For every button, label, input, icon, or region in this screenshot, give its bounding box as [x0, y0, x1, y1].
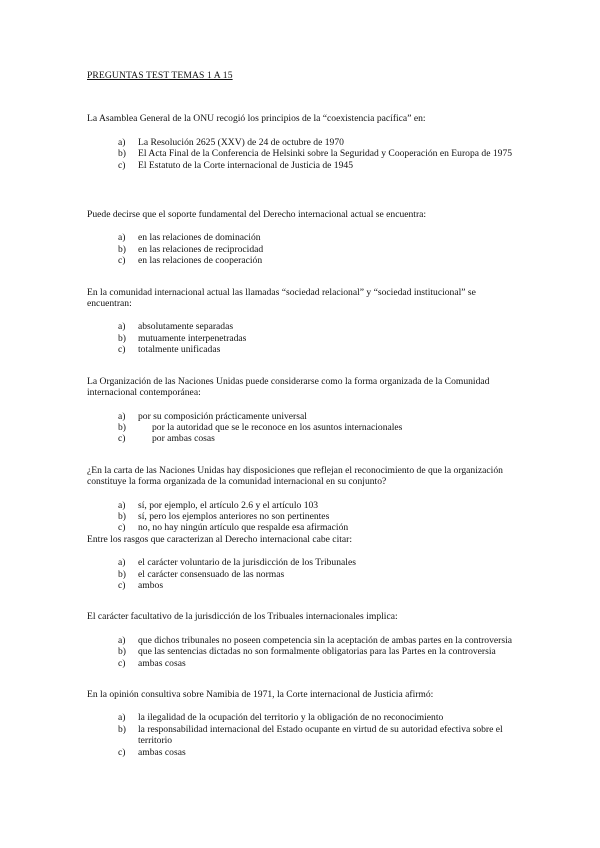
question-5: [87, 465, 517, 534]
option-list: [118, 411, 517, 445]
option-a: a) sí, por ejemplo, el artículo 2.6 y el artículo 103: [118, 499, 319, 511]
option-a: a) absolutamente separadas: [118, 321, 234, 333]
question-text: En la opinión consultiva sobre Namibia de 1971, la Corte internacional de Justicia afirmó:: [87, 689, 434, 700]
option-list: [118, 232, 517, 266]
option-list: [118, 137, 517, 171]
option-list: [118, 712, 517, 758]
option-list: [118, 321, 517, 355]
question-text: El carácter facultativo de la jurisdicción de los Tribuales internacionales implica:: [87, 611, 398, 623]
option-b: b) en las relaciones de reciprocidad: [118, 243, 264, 255]
option-list: [118, 557, 517, 591]
question-text: En la comunidad internacional actual las llamadas “sociedad relacional” y “sociedad institucional” se encuentran:: [87, 286, 476, 310]
option-c: c) ambas cosas: [118, 746, 186, 758]
question-6: [87, 534, 517, 592]
option-a: a) que dichos tribunales no poseen competencia sin la aceptación de ambas partes en la controversia: [118, 634, 513, 646]
question-3: [87, 287, 517, 356]
option-a: a) por su composición prácticamente universal: [118, 410, 307, 422]
question-text: Entre los rasgos que caracterizan al Derecho internacional cabe citar:: [87, 533, 353, 545]
option-a: a) la ilegalidad de la ocupación del territorio y la obligación de no reconocimiento: [118, 712, 444, 724]
question-text: La Asamblea General de la ONU recogió los principios de la “coexistencia pacífica” en:: [87, 113, 426, 125]
option-b: b) por la autoridad que se le reconoce en los asuntos internacionales: [118, 421, 403, 433]
option-c: c) ambas cosas: [118, 657, 186, 669]
question-2: [87, 209, 517, 267]
question-text: Puede decirse que el soporte fundamental del Derecho internacional actual se encuentra:: [87, 209, 427, 221]
option-b: b) que las sentencias dictadas no son formalmente obligatorias para las Partes en la controversia: [118, 646, 496, 658]
option-c: c) totalmente unificadas: [118, 344, 221, 356]
option-b: b) la responsabilidad internacional del Estado ocupante en virtud de su autoridad efectiva sobre el territorio: [118, 723, 503, 747]
option-b: b) el carácter consensuado de las normas: [118, 568, 285, 580]
option-c: c) no, no hay ningún artículo que respalde esa afirmación: [118, 522, 349, 534]
question-1: [87, 113, 517, 171]
option-a: a) en las relaciones de dominación: [118, 232, 261, 244]
question-text: ¿En la carta de las Naciones Unidas hay disposiciones que reflejan el reconocimiento de que la organización constituye la forma organizada de la comunidad internacional en su conjunto?: [87, 464, 503, 488]
option-a: a) el carácter voluntario de la jurisdicción de los Tribunales: [118, 557, 356, 569]
question-8: [87, 689, 517, 758]
question-4: [87, 376, 517, 445]
option-a: a) La Resolución 2625 (XXV) de 24 de octubre de 1970: [118, 136, 344, 148]
option-b: b) sí, pero los ejemplos anteriores no son pertinentes: [118, 510, 330, 522]
document-page: [87, 70, 517, 782]
option-c: c) en las relaciones de cooperación: [118, 255, 263, 267]
option-list: [118, 635, 517, 669]
option-c: c) ambos: [118, 579, 164, 591]
question-text: La Organización de las Naciones Unidas puede considerarse como la forma organizada de la Comunidad internacional contemporánea:: [87, 375, 490, 399]
option-list: [118, 500, 517, 534]
option-b: b) El Acta Final de la Conferencia de Helsinki sobre la Seguridad y Cooperación en Europa de 1975: [118, 148, 513, 160]
option-c: c) por ambas cosas: [118, 433, 215, 445]
document-title: PREGUNTAS TEST TEMAS 1 A 15: [87, 70, 233, 81]
question-7: [87, 611, 517, 669]
option-b: b) mutuamente interpenetradas: [118, 332, 247, 344]
option-c: c) El Estatuto de la Corte internacional de Justicia de 1945: [118, 159, 353, 171]
